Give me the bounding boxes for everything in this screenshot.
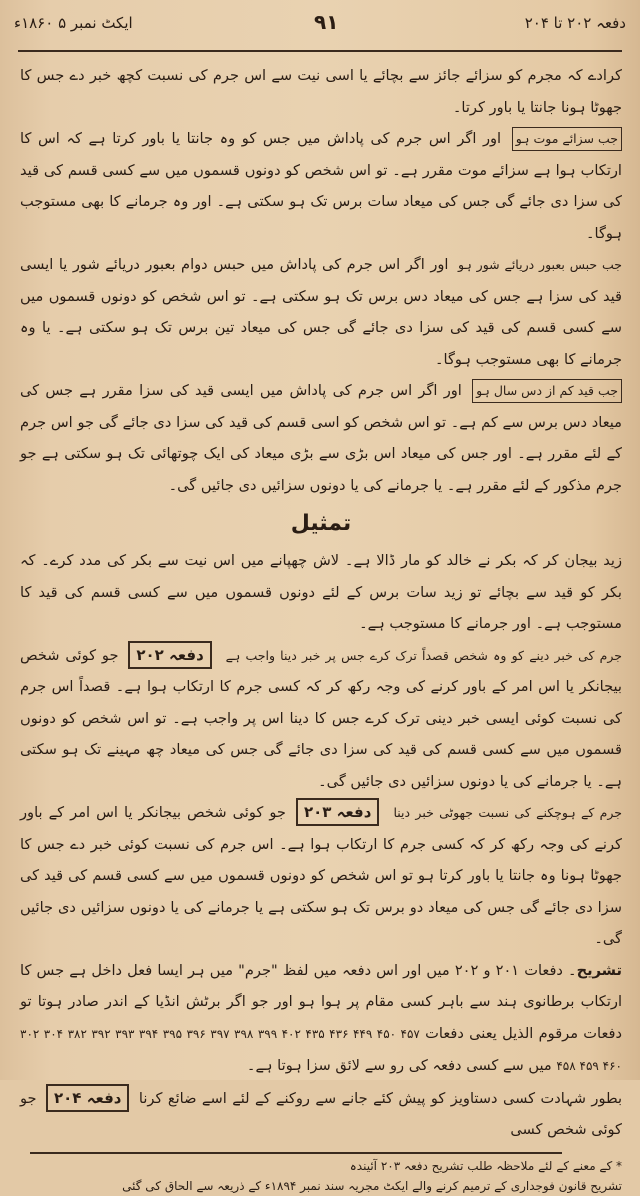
footnote: تشریح قانون فوجداری کے ترمیم کرنے والے ایکٹ مجریہ سند نمبر ۱۸۹۴ء کے ذریعہ سے الحاق کی گئی (122, 1178, 622, 1193)
section-204: بطور شہادت کسی دستاویز کو پیش کئے جانے سے روکنے کے لئے اسے ضائع کرنا دفعہ ۲۰۴ جو کوئی شخص کسی (20, 1083, 622, 1146)
section-203: جرم کے ہوچکنے کی نسبت جھوٹی خبر دینا دفعہ ۲۰۳ جو کوئی شخص بیجانکر یا اس امر کے باور کرنے کی وجہ رکھ کر کہ کسی جرم کا ارتکاب ہوا ہے۔ اس جرم کی نسبت کوئی خبر دے جس کا جھوٹا ہونا وہ جانتا یا باور کرتا ہو تو اس شخص کو دونوں قسموں میں سے کسی قسم کی قید کی سزا دی جائے گی جس کی میعاد دو برس تک ہو سکتی ہے یا جرمانے کی یا دونوں سزائیں دی جائیں گی۔ (20, 797, 622, 955)
illustration-text: زید بیجان کر کہ بکر نے خالد کو مار ڈالا ہے۔ لاش چھپانے میں اس نیت سے بکر کی مدد کرے۔ کہ بکر کو قید سے بچائے تو زید سات برس کے لئے دونوں قسموں میں سے کسی قسم کی قید کا مستوجب ہے۔ اور جرمانے کا مستوجب ہے۔ (20, 552, 622, 632)
header-rule (18, 50, 622, 52)
page-number: ۹۱ (314, 10, 339, 34)
explanation: تشریح۔ دفعات ۲۰۱ و ۲۰۲ میں اور اس دفعہ میں لفظ "جرم" میں ہر ایسا فعل داخل ہے جس کا ارتکاب برطانوی ہند سے باہر کسی مقام پر ہوا ہو اور جو اگر برٹش انڈیا کے اندر صادر ہوتا تو دفعات مرقوم الذیل یعنی دفعات ۳۰۲ ۳۰۴ ۳۸۲ ۳۹۲ ۳۹۳ ۳۹۴ ۳۹۵ ۳۹۶ ۳۹۷ ۳۹۸ ۳۹۹ ۴۰۲ ۴۳۵ ۴۳۶ ۴۴۹ ۴۵۰ ۴۵۷ ۴۵۸ ۴۵۹ ۴۶۰ میں سے کسی دفعہ کی رو سے لائق سزا ہوتا ہے۔ (20, 961, 623, 1074)
margin-note: جرم کے ہوچکنے کی نسبت جھوٹی خبر دینا (393, 805, 623, 820)
explanation-title: تشریح (576, 961, 622, 979)
paragraph: جب قید کم از دس سال ہو اور اگر اس جرم کی پاداش میں ایسی قید کی سزا مقرر ہے جس کی میعاد دس برس سے کم ہے۔ تو اس شخص کو اسی قسم کی قید کی سزا دی جائے گی جو اس جرم کے لئے مقرر ہے۔ اور جس کی میعاد اس بڑی سے بڑی میعاد کی ایک چوتھائی تک ہو سکتی ہے جو جرم مذکور کے لئے مقرر ہے۔ یا جرمانے کی یا دونوں سزائیں دی جائیں گی۔ (20, 375, 622, 501)
margin-note: جب سزائے موت ہو (512, 127, 622, 151)
paragraph: جب سزائے موت ہو اور اگر اس جرم کی پاداش میں جس کو وہ جانتا یا باور کرتا ہے کہ اس کا ارتکاب ہوا ہے سزائے موت مقرر ہے۔ تو اس شخص کو دونوں قسموں میں سے کسی قسم کی قید کی سزا دی جائے گی جس کی میعاد سات برس تک ہو سکتی ہے۔ اور وہ جرمانے کا بھی مستوجب ہوگا۔ (20, 123, 622, 249)
section-number: دفعہ ۲۰۳ (296, 798, 379, 826)
section-number-list: ۳۰۲ ۳۰۴ ۳۸۲ ۳۹۲ ۳۹۳ ۳۹۴ ۳۹۵ ۳۹۶ ۳۹۷ ۳۹۸ ۳۹۹ ۴۰۲ ۴۳۵ ۴۳۶ ۴۴۹ ۴۵۰ ۴۵۷ ۴۵۸ ۴۵۹ ۴۶۰ (20, 1026, 622, 1073)
paragraph: کرادے کہ مجرم کو سزائے جائز سے بچائے یا اسی نیت سے اس جرم کی نسبت کچھ خبر دے جس کا جھوٹا ہونا جانتا یا باور کرتا۔ (20, 67, 622, 116)
footnote-rule (30, 1152, 562, 1154)
page-header (14, 8, 626, 48)
section-number: دفعہ ۲۰۴ (46, 1084, 129, 1112)
header-section-range: دفعہ ۲۰۲ تا ۲۰۴ (524, 14, 626, 32)
margin-note: جب قید کم از دس سال ہو (472, 379, 622, 403)
section-number: دفعہ ۲۰۲ (128, 641, 211, 669)
illustration-heading: تمثیل (290, 511, 352, 536)
margin-note: جرم کی خبر دینے کو وہ شخص قصداً ترک کرے جس پر خبر دینا واجب ہے (225, 647, 622, 663)
footnote: * کے معنے کے لئے ملاحظہ طلب تشریح دفعہ ۲۰۳ آئیندہ (349, 1158, 622, 1173)
header-act-number: ایکٹ نمبر ۵ ۱۸۶۰ء (14, 14, 133, 32)
body-text (20, 60, 622, 1196)
paragraph: جب حبس بعبور دریائے شور ہو اور اگر اس جرم کی پاداش میں حبس دوام بعبور دریائے شور یا ایسی قید کی سزا ہے جس کی میعاد دس برس تک ہو سکتی ہے۔ تو اس شخص کو دونوں قسموں میں سے کسی قسم کی قید کی سزا دی جائے گی جس کی میعاد تین برس تک ہو سکتی ہے۔ یا وہ جرمانے کا بھی مستوجب ہوگا۔ (20, 256, 623, 368)
margin-note: جب حبس بعبور دریائے شور ہو (458, 257, 623, 272)
section-202: جرم کی خبر دینے کو وہ شخص قصداً ترک کرے جس پر خبر دینا واجب ہے دفعہ ۲۰۲ جو کوئی شخص بیجانکر یا اس امر کے باور کرنے کی وجہ رکھ کر کہ کسی جرم کا ارتکاب ہوا ہے۔ قصداً اس جرم کی نسبت کوئی ایسی خبر دینی ترک کرے جس کا دینا اس پر واجب ہے۔ تو اس شخص کو دونوں قسموں میں سے کسی قسم کی قید کی سزا دی جائے گی جس کی میعاد چھ مہینے تک ہو سکتی ہے۔ یا جرمانے کی یا دونوں سزائیں دی جائیں گی۔ (20, 640, 622, 798)
